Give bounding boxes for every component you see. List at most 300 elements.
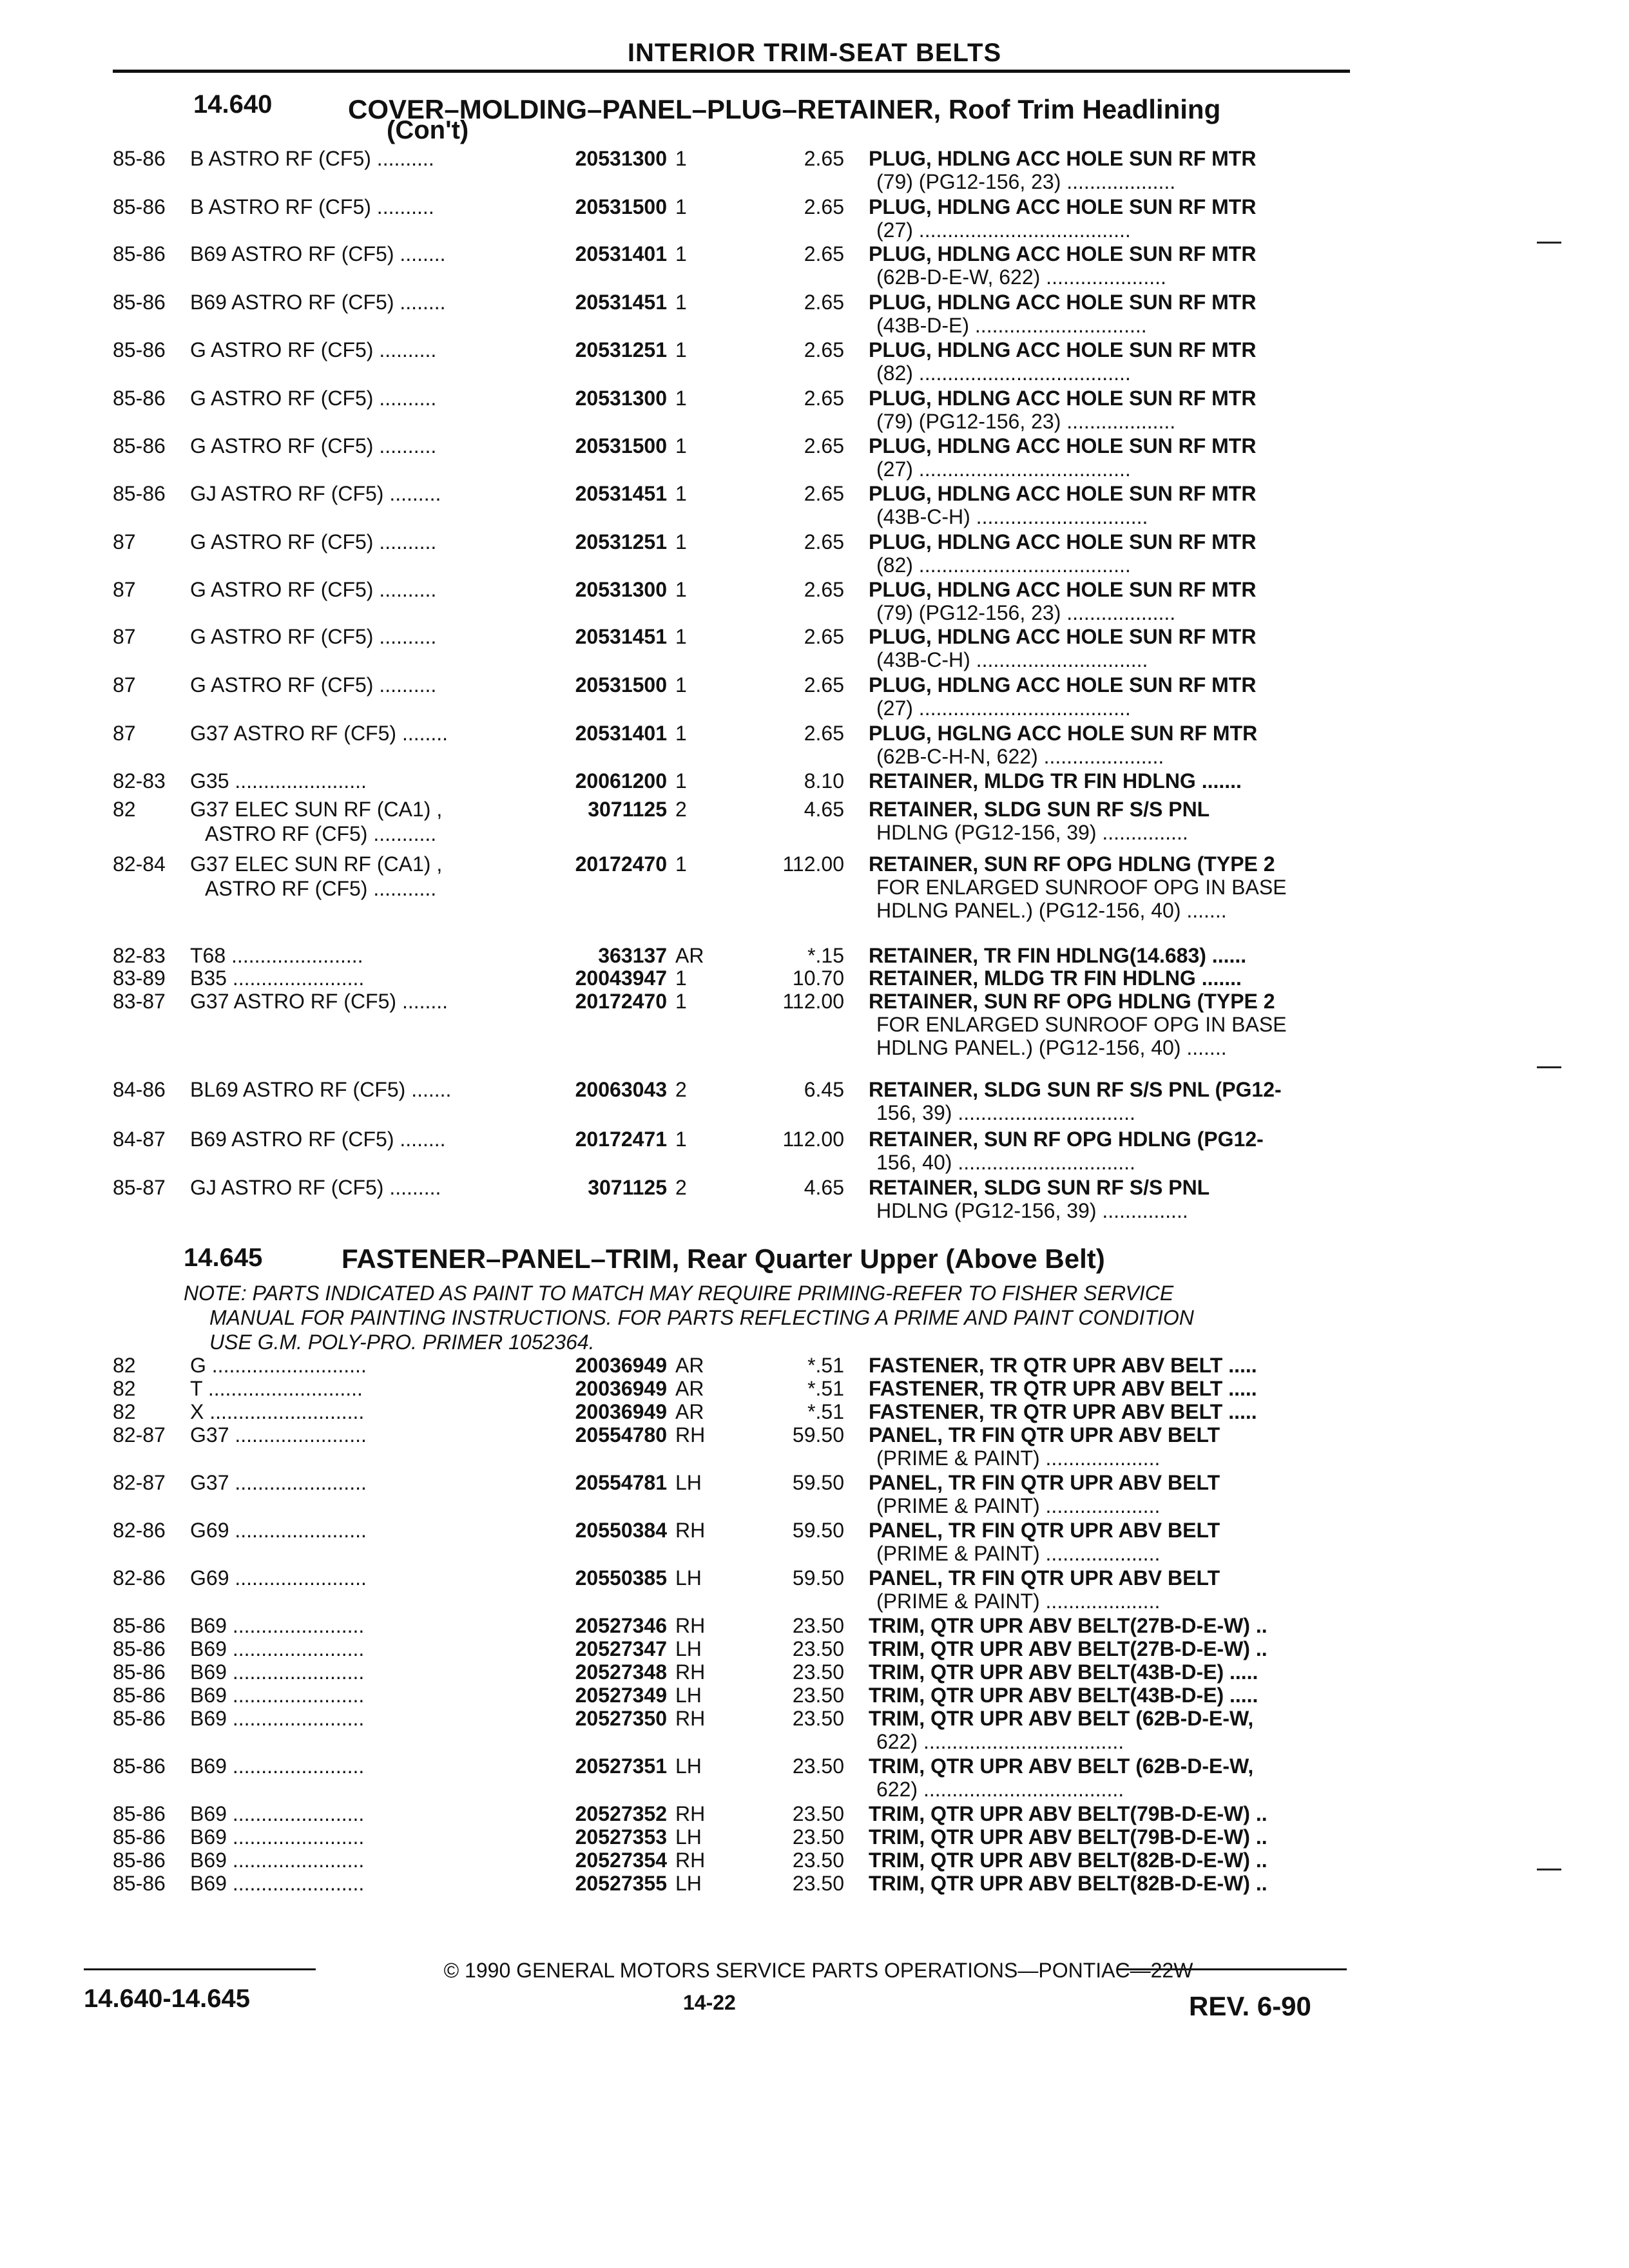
year-cell: 85-86 (113, 338, 166, 361)
description-cell (869, 1872, 1345, 1895)
quantity-cell: 2 (675, 1078, 687, 1101)
quantity-cell: AR (675, 1377, 704, 1400)
part-number-cell: 20531500 (575, 673, 667, 697)
model-cell: B69 ....................... (190, 1614, 365, 1637)
price-cell: 23.50 (792, 1825, 844, 1849)
description-line: FOR ENLARGED SUNROOF OPG IN BASE (876, 876, 1287, 899)
description-cell (869, 387, 1345, 433)
table-row (0, 1566, 1629, 1613)
description-line: RETAINER, MLDG TR FIN HDLNG ....... (869, 769, 1242, 793)
quantity-cell: 1 (675, 578, 687, 601)
description-line: (43B-C-H) .............................. (876, 505, 1148, 528)
table-row (0, 1707, 1629, 1753)
table-row (0, 195, 1629, 242)
price-cell: 2.65 (804, 242, 844, 265)
section-title: COVER–MOLDING–PANEL–PLUG–RETAINER, Roof Trim Headlining (348, 94, 1221, 124)
model-cell: G ASTRO RF (CF5) .......... (190, 673, 437, 697)
part-number-cell: 20527347 (575, 1637, 667, 1660)
table-row (0, 1754, 1629, 1801)
part-number-cell: 20527349 (575, 1684, 667, 1707)
description-cell (869, 1754, 1345, 1801)
model-cell: G37 ....................... (190, 1471, 367, 1494)
quantity-cell: LH (675, 1471, 702, 1494)
description-line: RETAINER, SLDG SUN RF S/S PNL (PG12- (869, 1078, 1282, 1101)
year-cell: 82-86 (113, 1566, 166, 1590)
part-number-cell: 20527350 (575, 1707, 667, 1730)
model-cell: G ........................... (190, 1354, 367, 1377)
price-cell: 59.50 (792, 1566, 844, 1590)
price-cell: 23.50 (792, 1849, 844, 1872)
table-row (0, 625, 1629, 671)
description-line: (82) ..................................... (876, 553, 1131, 577)
description-cell (869, 1849, 1345, 1872)
description-cell (869, 1614, 1345, 1637)
description-cell (869, 944, 1345, 967)
table-row (0, 1872, 1629, 1910)
description-line: TRIM, QTR UPR ABV BELT(82B-D-E-W) .. (869, 1872, 1268, 1895)
model-cell: G37 ASTRO RF (CF5) ........ (190, 990, 448, 1013)
table-row (0, 722, 1629, 768)
margin-mark (1537, 242, 1561, 244)
price-cell: 112.00 (782, 852, 844, 876)
year-cell: 82-83 (113, 769, 166, 793)
quantity-cell: AR (675, 1354, 704, 1377)
description-line: RETAINER, SLDG SUN RF S/S PNL (869, 798, 1210, 821)
part-number-cell: 20531300 (575, 387, 667, 410)
description-line: (PRIME & PAINT) .................... (876, 1590, 1161, 1613)
table-row (0, 1078, 1629, 1124)
part-number-cell: 3071125 (588, 798, 667, 821)
description-cell (869, 1519, 1345, 1565)
table-row (0, 798, 1629, 845)
quantity-cell: 1 (675, 291, 687, 314)
part-number-cell: 20531451 (575, 625, 667, 648)
model-cell: GJ ASTRO RF (CF5) ......... (190, 1176, 441, 1199)
quantity-cell: LH (675, 1637, 702, 1660)
price-cell: 59.50 (792, 1519, 844, 1542)
year-cell: 82-83 (113, 944, 166, 967)
table-row (0, 434, 1629, 481)
description-line: TRIM, QTR UPR ABV BELT(79B-D-E-W) .. (869, 1825, 1268, 1849)
description-line: (PRIME & PAINT) .................... (876, 1494, 1161, 1517)
description-line: 156, 39) ............................... (876, 1101, 1135, 1124)
description-cell (869, 722, 1345, 768)
price-cell: 23.50 (792, 1660, 844, 1684)
year-cell: 85-86 (113, 1802, 166, 1825)
year-cell: 82-86 (113, 1519, 166, 1542)
quantity-cell: 1 (675, 530, 687, 553)
description-line: TRIM, QTR UPR ABV BELT (62B-D-E-W, (869, 1754, 1254, 1778)
quantity-cell: RH (675, 1519, 706, 1542)
description-cell (869, 291, 1345, 337)
part-number-cell: 20531401 (575, 242, 667, 265)
price-cell: 10.70 (792, 966, 844, 990)
model-cell: B69 ....................... (190, 1637, 365, 1660)
price-cell: 2.65 (804, 578, 844, 601)
year-cell: 85-86 (113, 1637, 166, 1660)
price-cell: *.15 (807, 944, 844, 967)
year-cell: 87 (113, 722, 136, 745)
description-line: PLUG, HDLNG ACC HOLE SUN RF MTR (869, 291, 1257, 314)
description-line: PLUG, HDLNG ACC HOLE SUN RF MTR (869, 434, 1257, 457)
section-title: FASTENER–PANEL–TRIM, Rear Quarter Upper (Above Belt) (342, 1244, 1105, 1274)
quantity-cell: LH (675, 1754, 702, 1778)
model-cell: B69 ASTRO RF (CF5) ........ (190, 1128, 446, 1151)
year-cell: 82 (113, 1400, 136, 1423)
quantity-cell: 1 (675, 482, 687, 505)
model-cell: G ASTRO RF (CF5) .......... (190, 338, 437, 361)
part-number-cell: 20554780 (575, 1423, 667, 1446)
quantity-cell: AR (675, 1400, 704, 1423)
model-cell: B69 ....................... (190, 1825, 365, 1849)
description-line: FOR ENLARGED SUNROOF OPG IN BASE (876, 1013, 1287, 1036)
table-row (0, 338, 1629, 385)
description-line: TRIM, QTR UPR ABV BELT(27B-D-E-W) .. (869, 1614, 1268, 1637)
model-cell: G ASTRO RF (CF5) .......... (190, 387, 437, 410)
part-number-cell: 20527354 (575, 1849, 667, 1872)
model-cell: G69 ....................... (190, 1519, 367, 1542)
description-line: PLUG, HDLNG ACC HOLE SUN RF MTR (869, 387, 1257, 410)
quantity-cell: 1 (675, 722, 687, 745)
model-cell: T ........................... (190, 1377, 363, 1400)
part-number-cell: 20043947 (575, 966, 667, 990)
margin-mark (1537, 1066, 1561, 1068)
description-cell (869, 852, 1345, 922)
price-cell: 23.50 (792, 1614, 844, 1637)
copyright-notice: © 1990 GENERAL MOTORS SERVICE PARTS OPERATIONS—PONTIAC—22W (443, 1959, 1193, 1982)
description-cell (869, 673, 1345, 720)
description-line: TRIM, QTR UPR ABV BELT(43B-D-E) ..... (869, 1660, 1258, 1684)
quantity-cell: 1 (675, 990, 687, 1013)
year-cell: 85-86 (113, 1660, 166, 1684)
part-number-cell: 20531500 (575, 434, 667, 457)
description-cell (869, 1128, 1345, 1174)
description-line: PLUG, HDLNG ACC HOLE SUN RF MTR (869, 147, 1257, 170)
note-line: MANUAL FOR PAINTING INSTRUCTIONS. FOR PARTS REFLECTING A PRIME AND PAINT CONDITION (209, 1306, 1194, 1329)
quantity-cell: 1 (675, 1128, 687, 1151)
description-line: PLUG, HGLNG ACC HOLE SUN RF MTR (869, 722, 1258, 745)
price-cell: 23.50 (792, 1872, 844, 1895)
price-cell: 23.50 (792, 1637, 844, 1660)
table-row (0, 530, 1629, 577)
quantity-cell: LH (675, 1566, 702, 1590)
quantity-cell: 1 (675, 966, 687, 990)
year-cell: 82-87 (113, 1423, 166, 1446)
description-cell (869, 338, 1345, 385)
quantity-cell: LH (675, 1825, 702, 1849)
price-cell: 59.50 (792, 1471, 844, 1494)
price-cell: 23.50 (792, 1707, 844, 1730)
description-line: HDLNG (PG12-156, 39) ............... (876, 821, 1188, 844)
price-cell: 2.65 (804, 530, 844, 553)
description-cell (869, 1423, 1345, 1470)
description-line: (82) ..................................... (876, 361, 1131, 385)
quantity-cell: LH (675, 1872, 702, 1895)
year-cell: 84-86 (113, 1078, 166, 1101)
model-cell: B ASTRO RF (CF5) .......... (190, 195, 434, 218)
model-cell: B69 ....................... (190, 1849, 365, 1872)
table-row (0, 242, 1629, 289)
description-line: PANEL, TR FIN QTR UPR ABV BELT (869, 1519, 1220, 1542)
model-cell: B69 ASTRO RF (CF5) ........ (190, 291, 446, 314)
quantity-cell: 1 (675, 769, 687, 793)
price-cell: 2.65 (804, 482, 844, 505)
year-cell: 84-87 (113, 1128, 166, 1151)
description-line: (62B-D-E-W, 622) ..................... (876, 265, 1166, 289)
note-line: USE G.M. POLY-PRO. PRIMER 1052364. (209, 1331, 595, 1354)
part-number-cell: 20172470 (575, 990, 667, 1013)
price-cell: 4.65 (804, 798, 844, 821)
description-line: 622) ................................... (876, 1730, 1124, 1753)
part-number-cell: 20527352 (575, 1802, 667, 1825)
model-cell: B69 ....................... (190, 1872, 365, 1895)
part-number-cell: 20527348 (575, 1660, 667, 1684)
description-line: (PRIME & PAINT) .................... (876, 1446, 1161, 1470)
description-line: 156, 40) ............................... (876, 1151, 1135, 1174)
model-cell: B35 ....................... (190, 966, 365, 990)
year-cell: 85-86 (113, 1849, 166, 1872)
price-cell: 23.50 (792, 1684, 844, 1707)
price-cell: 4.65 (804, 1176, 844, 1199)
model-cell: B ASTRO RF (CF5) .......... (190, 147, 434, 170)
year-cell: 85-86 (113, 1684, 166, 1707)
part-number-cell: 20531451 (575, 291, 667, 314)
quantity-cell: RH (675, 1614, 706, 1637)
quantity-cell: 1 (675, 387, 687, 410)
quantity-cell: RH (675, 1660, 706, 1684)
model-cell: B69 ASTRO RF (CF5) ........ (190, 242, 446, 265)
description-line: RETAINER, SLDG SUN RF S/S PNL (869, 1176, 1210, 1199)
model-cell: B69 ....................... (190, 1660, 365, 1684)
description-line: PLUG, HDLNG ACC HOLE SUN RF MTR (869, 338, 1257, 361)
description-line: PLUG, HDLNG ACC HOLE SUN RF MTR (869, 578, 1257, 601)
description-cell (869, 1176, 1345, 1222)
table-row (0, 578, 1629, 624)
year-cell: 82 (113, 798, 136, 821)
table-row (0, 990, 1629, 1059)
margin-mark (1537, 1869, 1561, 1870)
description-line: (27) ..................................... (876, 218, 1131, 242)
description-cell (869, 147, 1345, 193)
description-line: RETAINER, SUN RF OPG HDLNG (TYPE 2 (869, 990, 1275, 1013)
description-cell (869, 1377, 1345, 1400)
model-cell: G37 ELEC SUN RF (CA1) , (190, 798, 443, 821)
part-number-cell: 20036949 (575, 1354, 667, 1377)
description-cell (869, 1354, 1345, 1377)
description-cell (869, 578, 1345, 624)
quantity-cell: 1 (675, 242, 687, 265)
part-number-cell: 20531500 (575, 195, 667, 218)
part-number-cell: 20550384 (575, 1519, 667, 1542)
quantity-cell: 2 (675, 798, 687, 821)
header-rule (113, 70, 1350, 73)
table-row (0, 1128, 1629, 1174)
description-line: 622) ................................... (876, 1778, 1124, 1801)
quantity-cell: 1 (675, 195, 687, 218)
section-number: 14.645 (184, 1244, 263, 1272)
description-line: RETAINER, MLDG TR FIN HDLNG ....... (869, 966, 1242, 990)
price-cell: 2.65 (804, 673, 844, 697)
quantity-cell: 1 (675, 673, 687, 697)
price-cell: *.51 (807, 1354, 844, 1377)
price-cell: 2.65 (804, 195, 844, 218)
description-line: PANEL, TR FIN QTR UPR ABV BELT (869, 1423, 1220, 1446)
model-cell-continued: ASTRO RF (CF5) ........... (205, 877, 437, 900)
table-row (0, 673, 1629, 720)
price-cell: 2.65 (804, 291, 844, 314)
description-line: PLUG, HDLNG ACC HOLE SUN RF MTR (869, 195, 1257, 218)
description-line: RETAINER, SUN RF OPG HDLNG (TYPE 2 (869, 852, 1275, 876)
description-cell (869, 769, 1345, 793)
year-cell: 87 (113, 625, 136, 648)
description-cell (869, 1802, 1345, 1825)
description-line: TRIM, QTR UPR ABV BELT(79B-D-E-W) .. (869, 1802, 1268, 1825)
description-line: PLUG, HDLNG ACC HOLE SUN RF MTR (869, 625, 1257, 648)
part-number-cell: 20172470 (575, 852, 667, 876)
quantity-cell: 1 (675, 625, 687, 648)
section-note (184, 1281, 1344, 1354)
year-cell: 85-86 (113, 195, 166, 218)
part-number-cell: 20527351 (575, 1754, 667, 1778)
description-line: PANEL, TR FIN QTR UPR ABV BELT (869, 1566, 1220, 1590)
model-cell: GJ ASTRO RF (CF5) ......... (190, 482, 441, 505)
year-cell: 82-84 (113, 852, 166, 876)
part-number-cell: 20061200 (575, 769, 667, 793)
table-row (0, 482, 1629, 528)
page-number: 14-22 (683, 1991, 736, 2014)
part-number-cell: 20531401 (575, 722, 667, 745)
description-cell (869, 1566, 1345, 1613)
description-cell (869, 1078, 1345, 1124)
quantity-cell: 1 (675, 147, 687, 170)
revision-label: REV. 6-90 (1189, 1991, 1311, 2021)
price-cell: *.51 (807, 1400, 844, 1423)
price-cell: 23.50 (792, 1754, 844, 1778)
year-cell: 83-87 (113, 990, 166, 1013)
description-line: PLUG, HDLNG ACC HOLE SUN RF MTR (869, 530, 1257, 553)
description-line: PLUG, HDLNG ACC HOLE SUN RF MTR (869, 673, 1257, 697)
description-line: (79) (PG12-156, 23) ................... (876, 170, 1176, 193)
description-line: PLUG, HDLNG ACC HOLE SUN RF MTR (869, 242, 1257, 265)
quantity-cell: 2 (675, 1176, 687, 1199)
quantity-cell: LH (675, 1684, 702, 1707)
description-line: RETAINER, TR FIN HDLNG(14.683) ...... (869, 944, 1247, 967)
year-cell: 85-87 (113, 1176, 166, 1199)
footer-rule (84, 1968, 316, 1970)
year-cell: 85-86 (113, 1825, 166, 1849)
description-line: (62B-C-H-N, 622) ..................... (876, 745, 1164, 768)
description-cell (869, 1660, 1345, 1684)
year-cell: 83-89 (113, 966, 166, 990)
quantity-cell: 1 (675, 434, 687, 457)
year-cell: 87 (113, 530, 136, 553)
price-cell: 23.50 (792, 1802, 844, 1825)
description-cell (869, 482, 1345, 528)
year-cell: 85-86 (113, 482, 166, 505)
section-range: 14.640-14.645 (84, 1984, 251, 2013)
quantity-cell: RH (675, 1707, 706, 1730)
description-line: HDLNG (PG12-156, 39) ............... (876, 1199, 1188, 1222)
description-cell (869, 195, 1345, 242)
page-header: INTERIOR TRIM-SEAT BELTS (627, 39, 1002, 67)
description-line: TRIM, QTR UPR ABV BELT(82B-D-E-W) .. (869, 1849, 1268, 1872)
description-line: TRIM, QTR UPR ABV BELT(43B-D-E) ..... (869, 1684, 1258, 1707)
price-cell: 2.65 (804, 338, 844, 361)
description-line: TRIM, QTR UPR ABV BELT (62B-D-E-W, (869, 1707, 1254, 1730)
quantity-cell: 1 (675, 338, 687, 361)
year-cell: 85-86 (113, 147, 166, 170)
section-continued-label: (Con't) (387, 116, 469, 144)
description-cell (869, 1825, 1345, 1849)
model-cell: X ........................... (190, 1400, 365, 1423)
model-cell: G ASTRO RF (CF5) .......... (190, 434, 437, 457)
description-line: TRIM, QTR UPR ABV BELT(27B-D-E-W) .. (869, 1637, 1268, 1660)
part-number-cell: 20063043 (575, 1078, 667, 1101)
price-cell: 2.65 (804, 434, 844, 457)
table-row (0, 852, 1629, 922)
model-cell: B69 ....................... (190, 1684, 365, 1707)
price-cell: 112.00 (782, 1128, 844, 1151)
table-row (0, 1519, 1629, 1565)
part-number-cell: 20527353 (575, 1825, 667, 1849)
description-line: PLUG, HDLNG ACC HOLE SUN RF MTR (869, 482, 1257, 505)
quantity-cell: RH (675, 1849, 706, 1872)
table-row (0, 1176, 1629, 1222)
description-line: HDLNG PANEL.) (PG12-156, 40) ....... (876, 1036, 1227, 1059)
description-cell (869, 798, 1345, 844)
model-cell: G37 ELEC SUN RF (CA1) , (190, 852, 443, 876)
description-cell (869, 1637, 1345, 1660)
description-cell (869, 1684, 1345, 1707)
description-cell (869, 625, 1345, 671)
description-cell (869, 990, 1345, 1059)
year-cell: 87 (113, 673, 136, 697)
model-cell: G ASTRO RF (CF5) .......... (190, 530, 437, 553)
description-line: HDLNG PANEL.) (PG12-156, 40) ....... (876, 899, 1227, 922)
year-cell: 85-86 (113, 434, 166, 457)
model-cell: G35 ....................... (190, 769, 367, 793)
description-cell (869, 1400, 1345, 1423)
year-cell: 82 (113, 1377, 136, 1400)
price-cell: 6.45 (804, 1078, 844, 1101)
description-line: (27) ..................................... (876, 457, 1131, 481)
price-cell: 2.65 (804, 387, 844, 410)
description-line: PANEL, TR FIN QTR UPR ABV BELT (869, 1471, 1220, 1494)
part-number-cell: 20172471 (575, 1128, 667, 1151)
description-cell (869, 530, 1345, 577)
description-cell (869, 242, 1345, 289)
table-row (0, 1423, 1629, 1470)
description-line: (PRIME & PAINT) .................... (876, 1542, 1161, 1565)
table-row (0, 291, 1629, 337)
part-number-cell: 20527355 (575, 1872, 667, 1895)
description-line: (43B-C-H) .............................. (876, 648, 1148, 671)
model-cell: G69 ....................... (190, 1566, 367, 1590)
section-number: 14.640 (193, 90, 273, 119)
part-number-cell: 20531451 (575, 482, 667, 505)
part-number-cell: 20531300 (575, 147, 667, 170)
description-line: (79) (PG12-156, 23) ................... (876, 410, 1176, 433)
part-number-cell: 20550385 (575, 1566, 667, 1590)
price-cell: *.51 (807, 1377, 844, 1400)
part-number-cell: 20531300 (575, 578, 667, 601)
description-line: (27) ..................................... (876, 697, 1131, 720)
quantity-cell: AR (675, 944, 704, 967)
year-cell: 85-86 (113, 242, 166, 265)
model-cell: G ASTRO RF (CF5) .......... (190, 625, 437, 648)
year-cell: 85-86 (113, 387, 166, 410)
part-number-cell: 20531251 (575, 338, 667, 361)
